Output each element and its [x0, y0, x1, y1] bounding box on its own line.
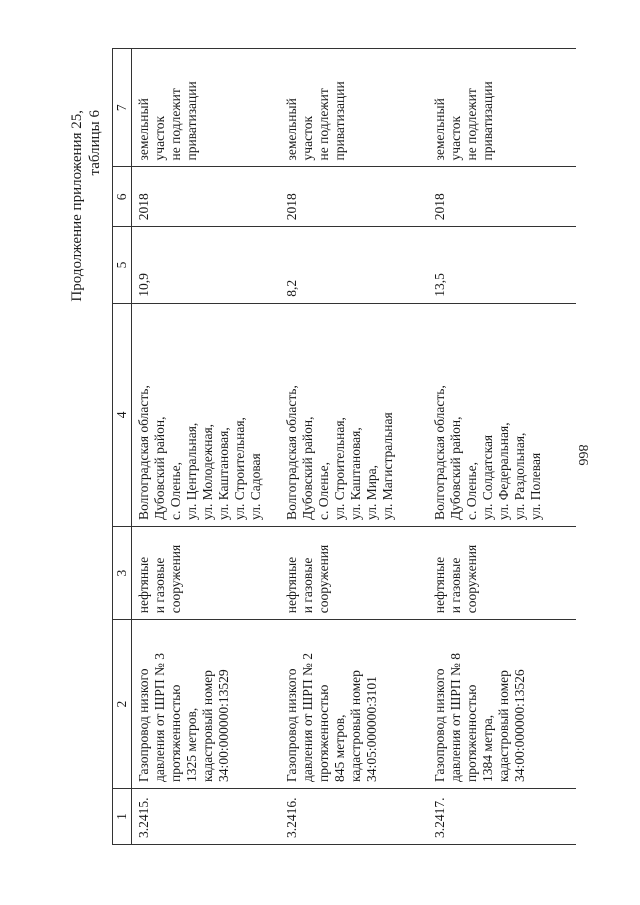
object-address-line: Волгоградская область,: [136, 385, 151, 520]
object-name-line: кадастровый номер: [496, 670, 511, 782]
header-col-1: 1: [113, 788, 132, 844]
object-type-line: сооружения: [464, 544, 479, 614]
object-name-line: давления от ШРП № 2: [300, 653, 315, 782]
table-caption: [68, 110, 104, 302]
object-address-cell: [132, 303, 281, 526]
object-type-cell: [132, 526, 281, 619]
object-note-line: не подлежит: [464, 88, 479, 161]
object-year-cell: 2018: [132, 167, 281, 227]
object-type-line: сооружения: [316, 544, 331, 614]
object-note-line: приватизации: [184, 81, 199, 161]
caption-line-1: Продолжение приложения 25,: [69, 110, 85, 302]
object-address-line: ул. Мира,: [364, 464, 379, 520]
object-year-cell: 2018: [428, 167, 576, 227]
object-type-line: и газовые: [448, 557, 463, 614]
row-number-cell: 3.2415.: [132, 788, 281, 844]
object-address-line: ул. Центральная,: [184, 422, 199, 520]
object-address-line: с. Оленье,: [464, 461, 479, 520]
object-type-line: нефтяные: [284, 556, 299, 614]
object-name-line: 1325 метров,: [184, 707, 199, 782]
object-type-line: нефтяные: [136, 556, 151, 614]
object-address-line: ул. Полевая: [528, 452, 543, 520]
object-address-line: ул. Строительная,: [332, 417, 347, 520]
object-note-line: участок: [300, 115, 315, 161]
object-name-line: давления от ШРП № 3: [152, 653, 167, 782]
object-name-line: протяженностью: [316, 684, 331, 782]
object-address-line: Дубовский район,: [448, 416, 463, 520]
object-note-cell: [132, 49, 281, 167]
object-note-cell: [428, 49, 576, 167]
header-col-5: 5: [113, 227, 132, 304]
object-name-cell: [280, 620, 428, 789]
row-number-cell: 3.2417.: [428, 788, 576, 844]
object-name-line: кадастровый номер: [348, 670, 363, 782]
table-header: [113, 49, 132, 845]
property-table: [112, 48, 576, 845]
object-name-line: 34:00:000000:13526: [512, 669, 527, 782]
object-address-line: ул. Магистральная: [380, 412, 395, 520]
object-address-line: ул. Солдатская: [480, 434, 495, 520]
header-col-7: 7: [113, 49, 132, 167]
object-note-line: не подлежит: [168, 88, 183, 161]
object-value-cell: 13,5: [428, 227, 576, 304]
table-row: [132, 49, 281, 845]
header-col-4: 4: [113, 303, 132, 526]
table-row: [280, 49, 428, 845]
object-type-line: и газовые: [152, 557, 167, 614]
object-type-line: сооружения: [168, 544, 183, 614]
header-row: [113, 49, 132, 845]
object-type-cell: [428, 526, 576, 619]
object-value-cell: 10,9: [132, 227, 281, 304]
object-name-line: 34:05:000000:3101: [364, 676, 379, 782]
row-number-cell: 3.2416.: [280, 788, 428, 844]
object-note-line: не подлежит: [316, 88, 331, 161]
object-name-line: Газопровод низкого: [432, 668, 447, 782]
object-name-line: протяженностью: [168, 684, 183, 782]
object-address-line: ул. Молодежная,: [200, 423, 215, 520]
object-name-line: протяженностью: [464, 684, 479, 782]
object-name-line: 34:00:000000:13529: [216, 669, 231, 782]
object-address-line: с. Оленье,: [316, 461, 331, 520]
object-type-cell: [280, 526, 428, 619]
object-year-cell: 2018: [280, 167, 428, 227]
header-col-6: 6: [113, 167, 132, 227]
table-body: [132, 49, 577, 845]
object-address-line: ул. Строительная,: [232, 417, 247, 520]
object-note-cell: [280, 49, 428, 167]
object-name-cell: [132, 620, 281, 789]
object-name-line: 1384 метра,: [480, 714, 495, 782]
header-col-2: 2: [113, 620, 132, 789]
object-note-line: земельный: [136, 98, 151, 161]
object-note-line: земельный: [284, 98, 299, 161]
object-address-line: Волгоградская область,: [432, 385, 447, 520]
object-address-line: ул. Каштановая,: [216, 427, 231, 520]
object-name-line: Газопровод низкого: [136, 668, 151, 782]
object-address-line: ул. Садовая: [248, 453, 263, 520]
object-address-line: Дубовский район,: [152, 416, 167, 520]
object-address-line: ул. Каштановая,: [348, 427, 363, 520]
object-type-line: нефтяные: [432, 556, 447, 614]
object-note-line: земельный: [432, 98, 447, 161]
object-address-line: ул. Раздольная,: [512, 432, 527, 520]
object-type-line: и газовые: [300, 557, 315, 614]
table-row: [428, 49, 576, 845]
object-address-line: ул. Федеральная,: [496, 422, 511, 520]
object-address-line: Дубовский район,: [300, 416, 315, 520]
object-address-line: Волгоградская область,: [284, 385, 299, 520]
object-address-cell: [280, 303, 428, 526]
object-note-line: участок: [448, 115, 463, 161]
page-number: 866: [575, 444, 590, 466]
object-name-line: давления от ШРП № 8: [448, 653, 463, 782]
caption-line-2: таблицы 6: [87, 110, 103, 176]
object-note-line: участок: [152, 115, 167, 161]
object-address-line: с. Оленье,: [168, 461, 183, 520]
object-name-cell: [428, 620, 576, 789]
object-name-line: 845 метров,: [332, 714, 347, 782]
object-note-line: приватизации: [480, 81, 495, 161]
object-note-line: приватизации: [332, 81, 347, 161]
object-address-cell: [428, 303, 576, 526]
object-name-line: кадастровый номер: [200, 670, 215, 782]
object-name-line: Газопровод низкого: [284, 668, 299, 782]
object-value-cell: 8,2: [280, 227, 428, 304]
header-col-3: 3: [113, 526, 132, 619]
